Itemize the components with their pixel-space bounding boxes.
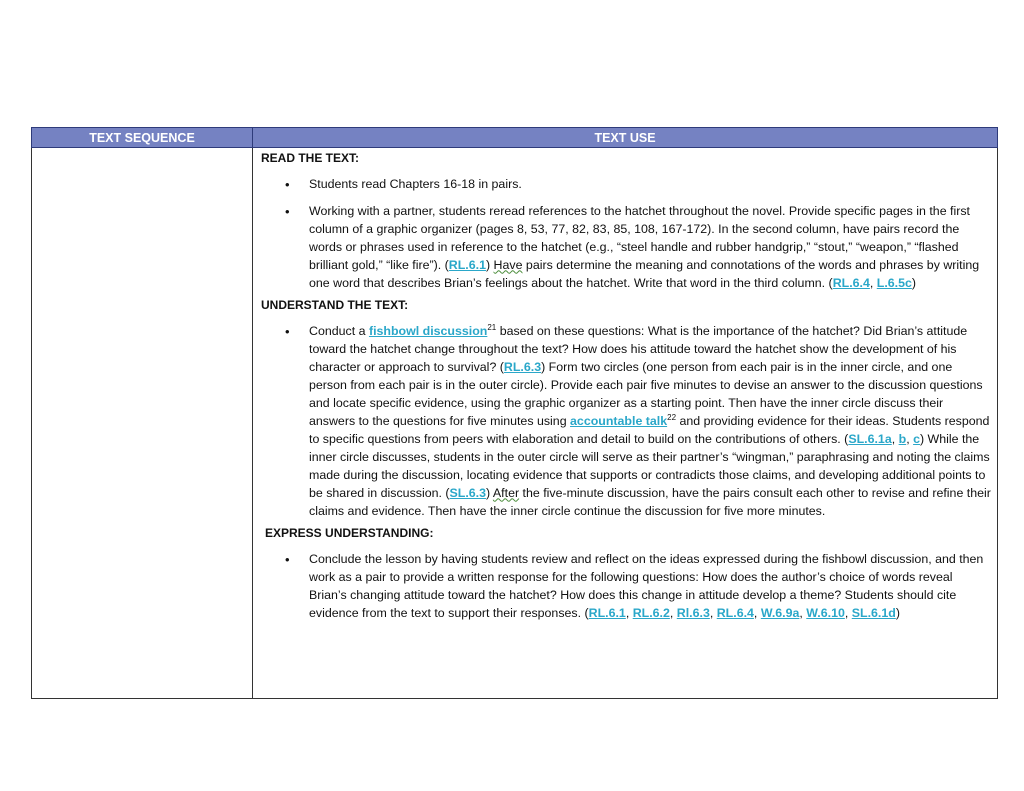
express-bullet-1: • Conclude the lesson by having students review and reflect on the ideas expressed during the fishbowl discussion, and then work as a pair to provide a written response for the following questions: How does the author’s choice of words reveal Brian’s changing attitude toward the hatchet? How does this change in attitude develop a theme? Students should cite evidence from the text to support their responses. (RL.6.1, RL.6.2, Rl.6.3, RL.6.4, W.6.9a, W.6.10, SL.6.1d)	[261, 551, 991, 623]
express-list	[261, 551, 991, 623]
read-bullet-1: • Students read Chapters 16-18 in pairs.	[261, 176, 991, 194]
express-heading: EXPRESS UNDERSTANDING:	[265, 526, 434, 541]
header-text-sequence: TEXT SEQUENCE	[32, 128, 253, 148]
text-sequence-cell	[32, 148, 253, 699]
standard-link-rl-6-1[interactable]: RL.6.1	[448, 257, 486, 272]
standard-link-sl-6-3[interactable]: SL.6.3	[449, 485, 487, 500]
understand-heading: UNDERSTAND THE TEXT:	[261, 298, 409, 313]
standard-link-b[interactable]: b	[898, 431, 907, 446]
accountable-talk-link[interactable]: accountable talk	[570, 413, 668, 428]
footnote-ref-22: 22	[667, 412, 677, 422]
standard-link-rl-6-2[interactable]: RL.6.2	[632, 606, 670, 621]
fishbowl-discussion-link[interactable]: fishbowl discussion	[368, 324, 488, 339]
standard-link-rl-6-4[interactable]: RL.6.4	[716, 606, 754, 621]
standard-link-w-6-10[interactable]: W.6.10	[806, 606, 845, 621]
standard-link-rl-6-3[interactable]: RL.6.3	[503, 360, 542, 375]
standard-link-l-6-5c[interactable]: L.6.5c	[876, 275, 912, 290]
table-header-row	[32, 128, 998, 148]
standard-link-rl-6-1[interactable]: RL.6.1	[588, 606, 626, 621]
lesson-table	[31, 127, 998, 699]
standard-link-w-6-9a[interactable]: W.6.9a	[760, 606, 800, 621]
standard-link-rl-6-4[interactable]: RL.6.4	[832, 275, 870, 290]
text-use-cell	[253, 148, 998, 699]
standard-link-sl-6-1a[interactable]: SL.6.1a	[848, 431, 892, 446]
read-heading: READ THE TEXT:	[261, 151, 360, 165]
read-list	[261, 176, 991, 292]
header-text-use: TEXT USE	[253, 128, 998, 148]
understand-list	[261, 323, 991, 520]
standard-link-sl-6-1d[interactable]: SL.6.1d	[851, 606, 896, 621]
footnote-ref-21: 21	[487, 323, 497, 333]
read-bullet-2: • Working with a partner, students reread references to the hatchet throughout the novel. Provide specific pages in the first column of a graphic organizer (pages 8, 53, 77, 82, 83, 85, 108, 167-172). In the second column, have pairs record the words or phrases used in reference to the hatchet (e.g., “steel handle and rubber handgrip,” “stout,” “weapon,” “flashed brilliant gold,” “like fire”). (RL.6.1) Have pairs determine the meaning and connotations of the words and phrases by writing one word that describes Brian’s feelings about the hatchet. Write that word in the third column. (RL.6.4, L.6.5c)	[261, 203, 991, 293]
understand-bullet-1: • Conduct a fishbowl discussion$^{21}$ based on these questions: What is the importance of the hatchet? Did Brian’s attitude toward the hatchet change throughout the text? How does his attitude toward the hatchet show the development of his character or approach to survival? (RL.6.3) Form two circles (one person from each pair is in the inner circle, and one person from each pair is in the outer circle). Provide each pair five minutes to devise an answer to the discussion questions and locate specific evidence, using the graphic organizer as a starting point. Then have the inner circle discuss their answers to the questions for five minutes using accountable talk$^{22}$ and providing evidence for their ideas. Students respond to specific questions from peers with elaboration and detail to build on the contributions of others. (SL.6.1a, b, c) While the inner circle discusses, students in the outer circle will serve as their partner’s “wingman,” paraphrasing and noting the claims made during the discussion, locating evidence that supports or contradicts those claims, and developing additional points to be shared in discussion. (SL.6.3) After the five-minute discussion, have the pairs consult each other to revise and refine their claims and evidence. Then have the inner circle continue the discussion for five more minutes.	[261, 323, 991, 520]
standard-link-c[interactable]: c	[913, 431, 920, 446]
standard-link-rl-6-3[interactable]: Rl.6.3	[676, 606, 710, 621]
table-row	[32, 148, 998, 699]
